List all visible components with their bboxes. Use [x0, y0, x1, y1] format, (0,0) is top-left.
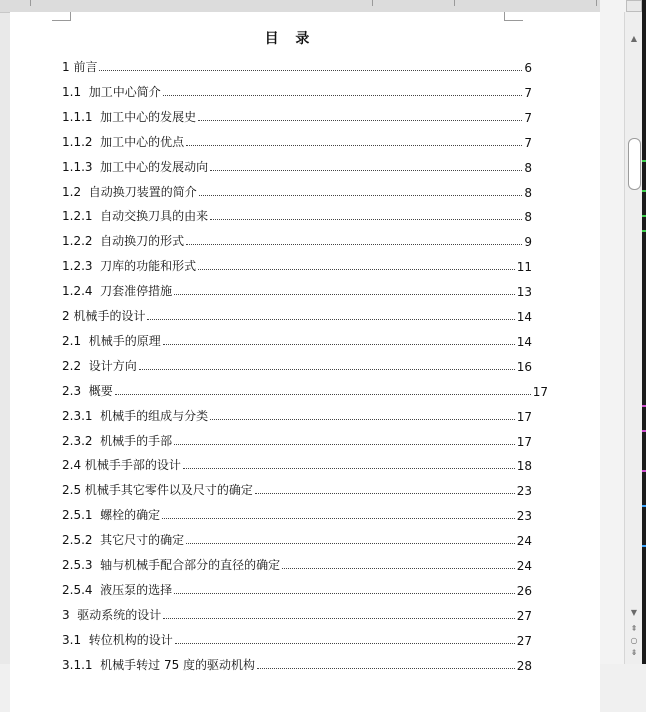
arrow-up-icon[interactable]: ▲	[630, 34, 638, 43]
toc-entry[interactable]	[62, 555, 532, 573]
toc-entry-page: 9	[524, 235, 532, 250]
toc-leader-dots	[162, 517, 515, 519]
edge-mark	[642, 505, 646, 507]
toc-entry[interactable]	[62, 455, 532, 473]
toc-entry-page: 7	[524, 110, 532, 125]
toc-entry[interactable]	[62, 580, 532, 598]
toc-entry-title: 2 机械手的设计	[62, 309, 146, 323]
page-gutter	[600, 0, 624, 664]
document-page[interactable]	[10, 12, 600, 712]
toc-entry[interactable]	[62, 182, 532, 200]
toc-entry-page: 14	[516, 334, 532, 349]
toc-leader-dots	[210, 169, 522, 171]
toc-entry[interactable]	[62, 605, 532, 623]
page-corner-marker	[504, 12, 523, 21]
toc-entry[interactable]	[62, 256, 532, 274]
toc-leader-dots	[99, 69, 522, 71]
toc-entry-title: 2.3 概要	[62, 383, 113, 398]
toc-entry[interactable]	[62, 157, 532, 175]
toc-leader-dots	[199, 194, 523, 196]
toc-entry-title: 3.1.1 机械手转过 75 度的驱动机构	[62, 657, 256, 672]
toc-leader-dots	[210, 418, 515, 420]
toc-entry[interactable]	[62, 381, 548, 399]
toc-entry[interactable]	[62, 655, 532, 673]
toc-entry-page: 8	[524, 185, 532, 200]
toc-entry-title: 1.2.1 自动交换刀具的由来	[62, 209, 209, 224]
toc-leader-dots	[115, 393, 531, 395]
toc-entry-title: 1.1.3 加工中心的发展动向	[62, 159, 209, 174]
toc-entry-title: 2.4 机械手手部的设计	[62, 458, 181, 473]
toc-entry-page: 27	[516, 633, 532, 648]
toc-entry[interactable]	[62, 107, 532, 125]
toc-entry-page: 16	[516, 359, 532, 374]
ruler-tick	[372, 0, 373, 6]
arrow-down-icon[interactable]: ▼	[630, 608, 638, 617]
toc-entry-title: 2.3.2 机械手的手部	[62, 433, 173, 448]
toc-entry-page: 8	[524, 210, 532, 225]
toc-entry-page: 7	[524, 85, 532, 100]
toc-entry[interactable]	[62, 630, 532, 648]
toc-leader-dots	[282, 567, 515, 569]
toc-entry[interactable]	[62, 480, 532, 498]
edge-mark	[642, 470, 646, 472]
toc-entry-title: 1.2.4 刀套准停措施	[62, 284, 173, 299]
toc-leader-dots	[210, 218, 522, 220]
ruler-tick	[30, 0, 31, 6]
ruler-tick	[454, 0, 455, 6]
double-down-icon[interactable]: ⇟	[630, 648, 638, 657]
toc-entry[interactable]	[62, 530, 532, 548]
vertical-scrollbar[interactable]	[624, 12, 643, 664]
toc-leader-dots	[163, 94, 523, 96]
toc-entry-title: 1.1.1 加工中心的发展史	[62, 109, 197, 124]
toc-leader-dots	[183, 467, 515, 469]
toc-entry-page: 13	[516, 285, 532, 300]
edge-mark	[642, 230, 646, 232]
toc-entry-page: 23	[516, 509, 532, 524]
toc-leader-dots	[198, 268, 515, 270]
toc-entry[interactable]	[62, 431, 532, 449]
toc-leader-dots	[147, 318, 514, 320]
toc-entry-page: 24	[516, 559, 532, 573]
toc-entry-page: 8	[524, 160, 532, 175]
toc-entry-title: 2.5.2 其它尺寸的确定	[62, 533, 185, 548]
toc-entry-page: 26	[516, 583, 532, 598]
toc-entry-page: 17	[532, 384, 548, 399]
toc-entry-title: 2.5.4 液压泵的选择	[62, 582, 173, 597]
toc-leader-dots	[163, 343, 515, 345]
adjacent-window-edge	[642, 0, 646, 664]
edge-mark	[642, 160, 646, 162]
toc-entry-title: 1.2 自动换刀装置的简介	[62, 184, 197, 199]
toc-leader-dots	[198, 119, 522, 121]
edge-mark	[642, 545, 646, 547]
edge-mark	[642, 405, 646, 407]
toc-entry[interactable]	[62, 356, 532, 374]
toc-entry[interactable]	[62, 406, 532, 424]
toc-entry-page: 28	[516, 658, 532, 673]
toc-entry-title: 2.5 机械手其它零件以及尺寸的确定	[62, 483, 253, 498]
toc-leader-dots	[163, 617, 514, 619]
toc-entry-page: 18	[516, 459, 532, 474]
toc-leader-dots	[186, 542, 515, 544]
toc-entry-title: 2.2 设计方向	[62, 358, 137, 373]
toc-entry[interactable]	[62, 132, 532, 150]
toc-entry-page: 11	[516, 260, 532, 275]
toc-entry-page: 27	[516, 608, 532, 623]
toc-entry-title: 1 前言	[62, 60, 98, 74]
toc-entry[interactable]	[62, 505, 532, 523]
toc-entry-page: 23	[516, 484, 532, 499]
double-up-icon[interactable]: ⇞	[630, 624, 638, 633]
toc-entry[interactable]	[62, 82, 532, 100]
toc-entry-title: 1.2.2 自动换刀的形式	[62, 234, 185, 249]
toc-entry-title: 2.3.1 机械手的组成与分类	[62, 408, 209, 423]
toc-leader-dots	[186, 144, 522, 146]
toc-entry-title: 1.2.3 刀库的功能和形式	[62, 259, 197, 274]
toc-entry-title: 2.5.1 螺栓的确定	[62, 508, 161, 523]
toc-entry-page: 14	[516, 310, 532, 324]
edge-mark	[642, 215, 646, 217]
toc-entry[interactable]	[62, 206, 532, 224]
edge-mark	[642, 190, 646, 192]
circle-icon[interactable]: ○	[630, 636, 638, 645]
toc-leader-dots	[175, 642, 515, 644]
toc-leader-dots	[255, 492, 515, 494]
toc-entry-title: 2.1 机械手的原理	[62, 333, 161, 348]
toc-leader-dots	[186, 243, 522, 245]
ruler-tick	[596, 0, 597, 6]
toc-leader-dots	[174, 592, 515, 594]
toc-entry[interactable]	[62, 306, 532, 324]
toc-entry[interactable]	[62, 331, 532, 349]
edge-mark	[642, 430, 646, 432]
toc-entry-page: 17	[516, 434, 532, 449]
toc-title: 目 录	[264, 31, 316, 47]
toc-entry-title: 3 驱动系统的设计	[62, 607, 162, 622]
toc-leader-dots	[174, 443, 515, 445]
toc-entry[interactable]	[62, 281, 532, 299]
scrollbar-thumb[interactable]	[628, 138, 641, 190]
toc-entry-title: 2.5.3 轴与机械手配合部分的直径的确定	[62, 558, 281, 572]
toc-leader-dots	[174, 293, 515, 295]
toc-entry-page: 7	[524, 135, 532, 150]
toc-entry-page: 17	[516, 409, 532, 424]
toc-entry-page: 24	[516, 534, 532, 549]
toc-entry-title: 3.1 转位机构的设计	[62, 632, 173, 647]
toc-entry-page: 6	[524, 61, 532, 75]
ruler-toggle-button[interactable]	[626, 0, 642, 12]
toc-entry-title: 1.1 加工中心简介	[62, 84, 161, 99]
toc-entry[interactable]	[62, 57, 532, 75]
toc-entry[interactable]	[62, 231, 532, 249]
toc-leader-dots	[257, 667, 515, 669]
toc-entry-title: 1.1.2 加工中心的优点	[62, 134, 185, 149]
toc-leader-dots	[139, 368, 515, 370]
page-corner-marker	[52, 12, 71, 21]
